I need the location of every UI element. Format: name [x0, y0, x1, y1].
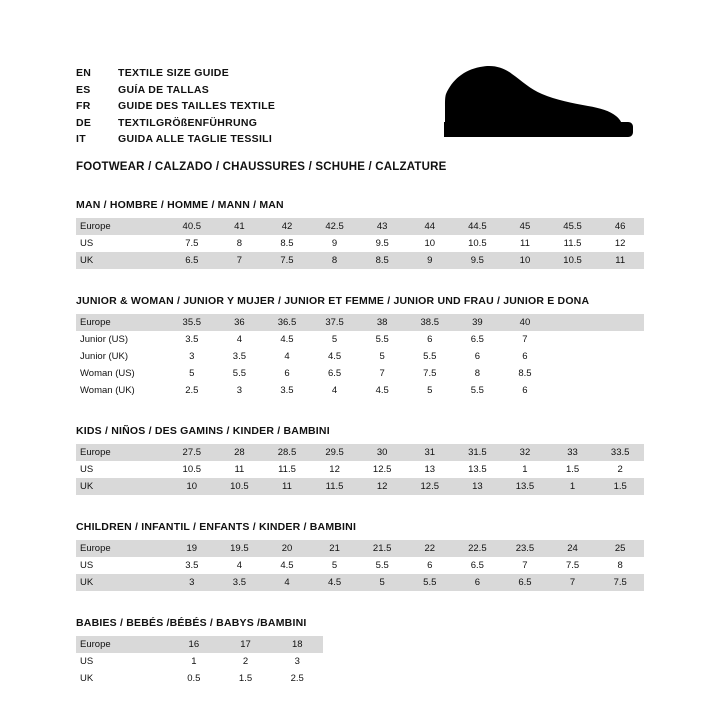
- cell: 9.5: [454, 252, 502, 269]
- row-label: Woman (UK): [80, 384, 135, 396]
- cell: 2.5: [290, 672, 304, 684]
- section-kids: [76, 425, 644, 495]
- row-label: UK: [80, 672, 94, 684]
- cell: 0.5: [187, 672, 201, 684]
- cell: 1: [522, 463, 528, 475]
- cell: 8.5: [358, 252, 406, 269]
- row-label: Europe: [76, 218, 168, 235]
- cell: 2: [242, 655, 249, 667]
- cell: 7.5: [423, 367, 437, 379]
- cell: 23.5: [501, 540, 549, 557]
- language-title: GUIDE DES TAILLES TEXTILE: [118, 100, 276, 112]
- cell: 5: [379, 350, 385, 362]
- size-table-man: [76, 218, 644, 269]
- row-label: Junior (US): [80, 333, 129, 345]
- cell: 10: [501, 252, 549, 269]
- table-row: [76, 331, 644, 348]
- page-header: [76, 68, 644, 173]
- cell: 5: [331, 559, 338, 571]
- cell: 5.5: [470, 384, 484, 396]
- cell: [596, 365, 644, 382]
- cell: 2.5: [185, 384, 199, 396]
- cell: 22.5: [454, 540, 502, 557]
- cell: 39: [454, 314, 502, 331]
- cell: 19: [168, 540, 216, 557]
- category-line: FOOTWEAR / CALZADO / CHAUSSURES / SCHUHE / CALZATURE: [76, 160, 447, 173]
- size-table-kids: [76, 444, 644, 495]
- cell: 42: [263, 218, 311, 235]
- cell: 7: [216, 252, 264, 269]
- row-label: Europe: [76, 444, 168, 461]
- section-title: JUNIOR & WOMAN / JUNIOR Y MUJER / JUNIOR ET FEMME / JUNIOR UND FRAU / JUNIOR E DONA: [76, 294, 590, 307]
- cell: 6: [454, 574, 502, 591]
- cell: 8: [311, 252, 359, 269]
- cell: 33.5: [596, 444, 644, 461]
- row-label: US: [80, 463, 94, 475]
- cell: 43: [358, 218, 406, 235]
- cell: 28: [216, 444, 264, 461]
- cell: 11: [520, 237, 530, 249]
- cell: 5: [189, 367, 195, 379]
- table-row: [76, 252, 644, 269]
- cell: 5: [427, 384, 433, 396]
- cell: 10.5: [468, 237, 487, 249]
- cell: 11.5: [278, 463, 296, 475]
- cell: 7: [522, 559, 528, 571]
- cell: 35.5: [168, 314, 216, 331]
- cell: 3: [236, 384, 243, 396]
- language-title: GUIDA ALLE TAGLIE TESSILI: [118, 133, 273, 145]
- cell: 11: [263, 478, 311, 495]
- cell: [596, 348, 644, 365]
- table-row: [76, 478, 644, 495]
- cell: 7: [379, 367, 385, 379]
- section-title: BABIES / BEBÉS /BÉBÉS / BABYS /BAMBINI: [76, 616, 307, 629]
- cell: 45: [501, 218, 549, 235]
- cell: 3: [168, 574, 216, 591]
- cell: 6.5: [470, 559, 484, 571]
- table-row: [76, 235, 644, 252]
- size-table-junior-woman: [76, 314, 644, 399]
- cell: 1.5: [565, 463, 580, 475]
- section-title: MAN / HOMBRE / HOMME / MANN / MAN: [76, 198, 284, 211]
- table-row: [76, 348, 644, 365]
- cell: 4.5: [311, 574, 359, 591]
- cell: 5.5: [232, 367, 246, 379]
- size-table-babies: [76, 636, 323, 687]
- language-code: ES: [76, 83, 91, 96]
- table-row: [76, 636, 323, 653]
- cell: 8: [617, 559, 623, 571]
- cell: 6.5: [168, 252, 216, 269]
- cell: 11: [234, 463, 245, 475]
- cell: 4.5: [280, 333, 294, 345]
- row-label: Europe: [76, 636, 168, 653]
- cell: 3: [294, 655, 300, 667]
- cell: 13.5: [501, 478, 549, 495]
- cell: 37.5: [311, 314, 359, 331]
- table-row: [76, 382, 644, 399]
- cell: 8: [236, 237, 243, 249]
- cell: 8.5: [518, 367, 532, 379]
- cell: 32: [501, 444, 549, 461]
- cell: 5.5: [375, 559, 389, 571]
- cell: 42.5: [311, 218, 359, 235]
- cell: 4: [284, 350, 290, 362]
- cell: 6.5: [501, 574, 549, 591]
- cell: 9: [406, 252, 454, 269]
- cell: 4: [236, 333, 243, 345]
- cell: 3: [189, 350, 195, 362]
- row-label: Junior (UK): [80, 350, 129, 362]
- cell: 13.5: [468, 463, 487, 475]
- language-code: IT: [76, 133, 86, 145]
- section-babies: [76, 617, 644, 687]
- cell: 10.5: [182, 463, 202, 475]
- table-row: [76, 540, 644, 557]
- cell: 38: [358, 314, 406, 331]
- cell: 29.5: [311, 444, 359, 461]
- cell: [549, 348, 597, 365]
- cell: 8.5: [280, 237, 294, 249]
- cell: 20: [263, 540, 311, 557]
- cell: 36: [216, 314, 264, 331]
- table-row: [76, 461, 644, 478]
- language-title: TEXTILGRÖßENFÜHRUNG: [118, 116, 258, 129]
- cell: 1: [191, 655, 197, 667]
- cell: 7.5: [185, 237, 199, 249]
- cell: 40: [501, 314, 549, 331]
- cell: 12.5: [406, 478, 454, 495]
- cell: 46: [596, 218, 644, 235]
- language-title: GUÍA DE TALLAS: [118, 83, 210, 96]
- cell: [596, 314, 644, 331]
- cell: 1.5: [596, 478, 644, 495]
- cell: 11.5: [563, 237, 582, 249]
- table-row: [76, 314, 644, 331]
- row-label: US: [80, 237, 94, 249]
- row-label: Europe: [76, 314, 168, 331]
- cell: 3.5: [185, 333, 199, 345]
- cell: 6: [427, 333, 433, 345]
- language-code: DE: [76, 116, 92, 129]
- cell: 5: [358, 574, 406, 591]
- row-label: US: [80, 559, 94, 571]
- dress-shoe-icon: [438, 56, 638, 148]
- cell: [596, 382, 644, 399]
- cell: 3.5: [232, 350, 246, 362]
- cell: 4: [236, 559, 243, 571]
- table-row: [76, 365, 644, 382]
- cell: 5.5: [406, 574, 454, 591]
- cell: 7: [522, 333, 528, 345]
- cell: 9.5: [375, 237, 389, 249]
- cell: 4: [263, 574, 311, 591]
- cell: 12: [358, 478, 406, 495]
- cell: 3.5: [216, 574, 264, 591]
- cell: 44.5: [454, 218, 502, 235]
- cell: 6: [522, 350, 528, 362]
- cell: 21: [311, 540, 359, 557]
- table-row: [76, 574, 644, 591]
- cell: 12.5: [372, 463, 392, 475]
- cell: [549, 365, 597, 382]
- cell: 5.5: [423, 350, 437, 362]
- cell: 17: [220, 636, 272, 653]
- cell: 6: [474, 350, 480, 362]
- cell: 36.5: [263, 314, 311, 331]
- cell: 10.5: [549, 252, 597, 269]
- cell: 24: [549, 540, 597, 557]
- cell: 22: [406, 540, 454, 557]
- cell: 4.5: [327, 350, 342, 362]
- cell: 11: [596, 252, 644, 269]
- cell: 30: [358, 444, 406, 461]
- row-label: Europe: [76, 540, 168, 557]
- section-children: [76, 521, 644, 591]
- cell: 1: [549, 478, 597, 495]
- cell: 10: [168, 478, 216, 495]
- cell: 33: [549, 444, 597, 461]
- cell: 6: [427, 559, 433, 571]
- cell: 7.5: [565, 559, 580, 571]
- cell: 31: [406, 444, 454, 461]
- size-table-children: [76, 540, 644, 591]
- cell: 38.5: [406, 314, 454, 331]
- cell: 10: [424, 237, 436, 249]
- cell: 9: [331, 237, 338, 249]
- cell: 4.5: [280, 559, 294, 571]
- table-row: [76, 444, 644, 461]
- cell: 7: [549, 574, 597, 591]
- row-label: UK: [76, 252, 168, 269]
- cell: 44: [406, 218, 454, 235]
- cell: 21.5: [358, 540, 406, 557]
- row-label: UK: [76, 478, 168, 495]
- cell: 18: [271, 636, 323, 653]
- cell: 6: [522, 384, 528, 396]
- row-label: Woman (US): [80, 367, 135, 379]
- cell: 2: [617, 463, 623, 475]
- row-label: UK: [76, 574, 168, 591]
- cell: 4: [331, 384, 338, 396]
- cell: 25: [596, 540, 644, 557]
- cell: 11.5: [311, 478, 359, 495]
- cell: [549, 382, 597, 399]
- cell: 7.5: [596, 574, 644, 591]
- cell: 5.5: [375, 333, 389, 345]
- cell: 6.5: [327, 367, 342, 379]
- cell: 5: [331, 333, 338, 345]
- cell: 4.5: [375, 384, 389, 396]
- cell: 27.5: [168, 444, 216, 461]
- cell: 41: [216, 218, 264, 235]
- cell: 12: [614, 237, 626, 249]
- table-row: [76, 218, 644, 235]
- cell: 12: [329, 463, 340, 475]
- cell: 28.5: [263, 444, 311, 461]
- table-row: [76, 653, 323, 670]
- section-junior-woman: [76, 295, 644, 399]
- cell: 13: [424, 463, 436, 475]
- table-row: [76, 670, 323, 687]
- cell: 10.5: [216, 478, 264, 495]
- table-row: [76, 557, 644, 574]
- cell: [596, 331, 644, 348]
- row-label: US: [80, 655, 94, 667]
- language-code: FR: [76, 100, 91, 112]
- cell: [549, 331, 597, 348]
- cell: 6.5: [470, 333, 484, 345]
- language-title: TEXTILE SIZE GUIDE: [118, 67, 229, 79]
- cell: 16: [168, 636, 220, 653]
- section-title: CHILDREN / INFANTIL / ENFANTS / KINDER / BAMBINI: [76, 520, 357, 533]
- cell: 3.5: [280, 384, 294, 396]
- cell: 40.5: [168, 218, 216, 235]
- cell: 7.5: [263, 252, 311, 269]
- cell: 13: [454, 478, 502, 495]
- section-title: KIDS / NIÑOS / DES GAMINS / KINDER / BAMBINI: [76, 424, 330, 437]
- cell: 31.5: [454, 444, 502, 461]
- cell: 45.5: [549, 218, 597, 235]
- cell: 3.5: [185, 559, 199, 571]
- language-code: EN: [76, 67, 92, 79]
- cell: 6: [284, 367, 290, 379]
- cell: 1.5: [238, 672, 253, 684]
- cell: [549, 314, 597, 331]
- cell: 19.5: [216, 540, 264, 557]
- section-man: [76, 199, 644, 269]
- cell: 8: [474, 367, 480, 379]
